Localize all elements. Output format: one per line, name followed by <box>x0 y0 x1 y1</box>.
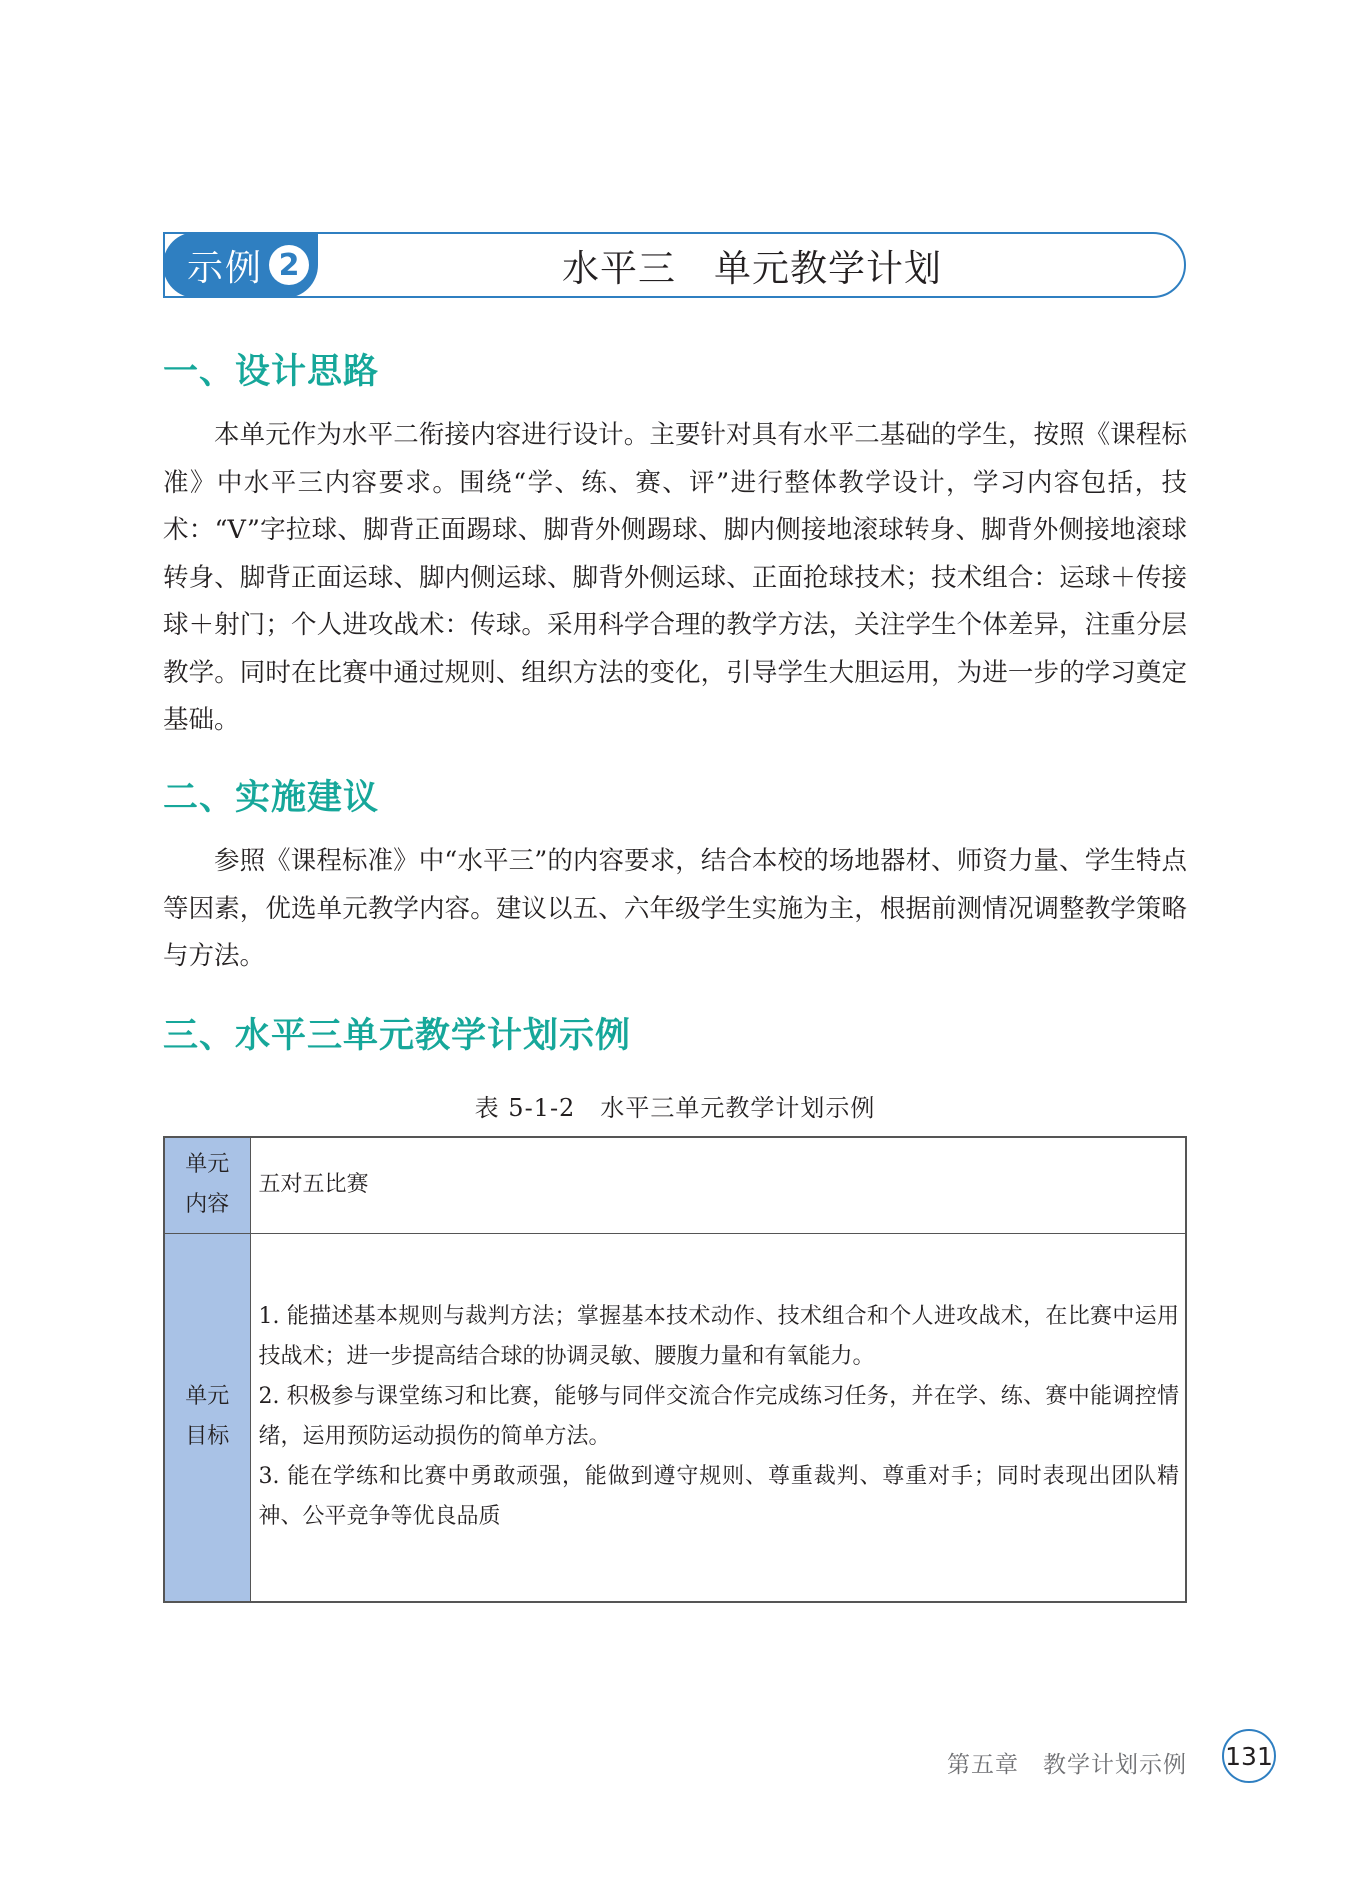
goal-item: 2. 积极参与课堂练习和比赛，能够与同伴交流合作完成练习任务，并在学、练、赛中能调控情绪，运用预防运动损伤的简单方法。 <box>258 1384 1179 1450</box>
example-number-badge: 2 <box>269 245 309 285</box>
label-line: 内容 <box>185 1192 230 1218</box>
table-label-cell <box>164 1233 250 1602</box>
label-line: 单元 <box>185 1384 230 1410</box>
table-row <box>164 1137 1186 1233</box>
section-heading-design-idea: 一、设计思路 <box>163 352 380 392</box>
implementation-paragraph: 参照《课程标准》中“水平三”的内容要求，结合本校的场地器材、师资力量、学生特点等因素，优选单元教学内容。建议以五、六年级学生实施为主，根据前测情况调整教学策略与方法。 <box>163 846 1187 971</box>
unit-content-cell: 五对五比赛 <box>250 1137 1186 1233</box>
goal-item: 3. 能在学练和比赛中勇敢顽强，能做到遵守规则、尊重裁判、尊重对手；同时表现出团队精神、公平竞争等优良品质 <box>258 1464 1179 1530</box>
example-tag-label: 示例 <box>187 247 264 289</box>
label-line: 单元 <box>185 1152 230 1178</box>
example-tag <box>163 232 318 298</box>
footer-chapter-title: 第五章 教学计划示例 <box>947 1752 1187 1778</box>
label-line: 目标 <box>185 1424 230 1450</box>
design-idea-paragraph: 本单元作为水平二衔接内容进行设计。主要针对具有水平二基础的学生，按照《课程标准》中水平三内容要求。围绕“学、练、赛、评”进行整体教学设计，学习内容包括，技术：“V”字拉球、脚背正面踢球、脚背外侧踢球、脚内侧接地滚球转身、脚背外侧接地滚球转身、脚背正面运球、脚内侧运球、脚背外侧运球、正面抢球技术；技术组合：运球＋传接球＋射门；个人进攻战术：传球。采用科学合理的教学方法，关注学生个体差异，注重分层教学。同时在比赛中通过规则、组织方法的变化，引导学生大胆运用，为进一步的学习奠定基础。 <box>163 420 1187 735</box>
table-caption: 表 5-1-2 水平三单元教学计划示例 <box>474 1094 876 1122</box>
table-label-cell <box>164 1137 250 1233</box>
section-heading-plan-example: 三、水平三单元教学计划示例 <box>163 1016 632 1056</box>
page-title: 水平三 单元教学计划 <box>562 247 942 290</box>
unit-goals-cell <box>250 1233 1186 1602</box>
page-number: 131 <box>1222 1729 1276 1783</box>
table-row <box>164 1233 1186 1602</box>
goal-item: 1. 能描述基本规则与裁判方法；掌握基本技术动作、技术组合和个人进攻战术，在比赛中运用技战术；进一步提高结合球的协调灵敏、腰腹力量和有氧能力。 <box>258 1304 1179 1370</box>
section-heading-implementation: 二、实施建议 <box>163 778 380 818</box>
unit-plan-table <box>163 1136 1187 1603</box>
